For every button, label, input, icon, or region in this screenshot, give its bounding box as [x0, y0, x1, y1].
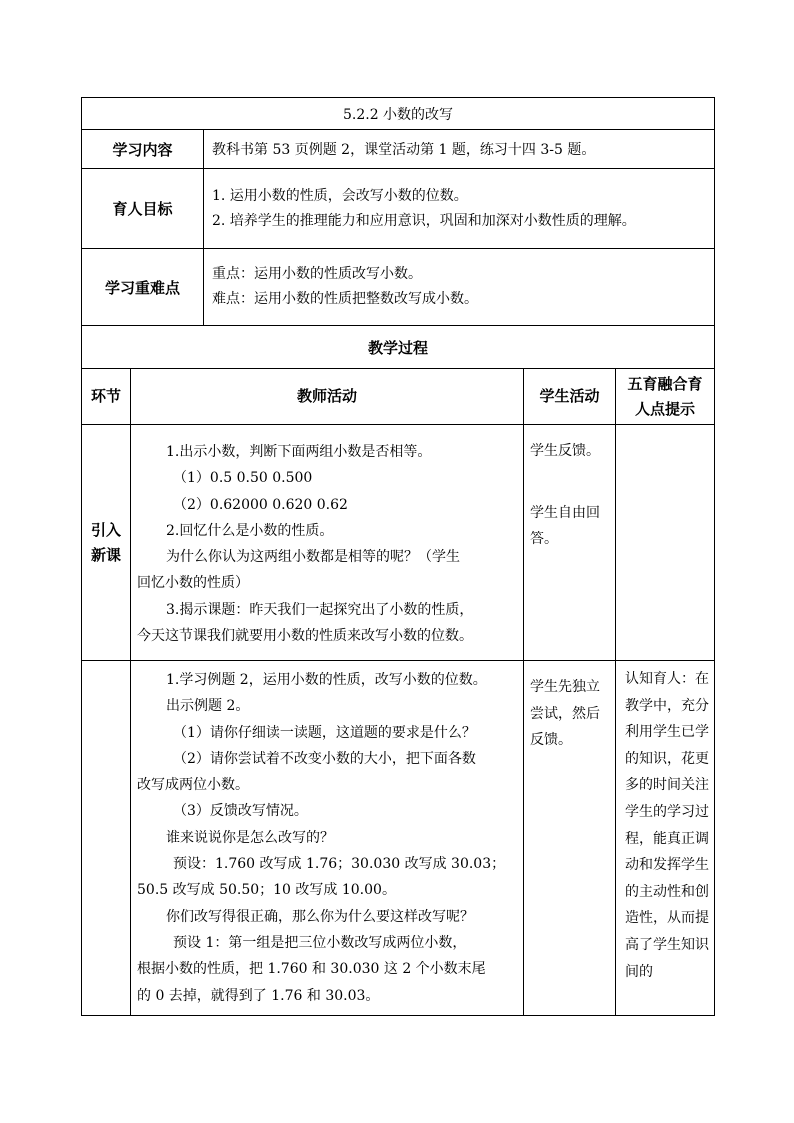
stage-intro-line1: 引入 — [90, 520, 121, 539]
goal-list — [204, 169, 715, 249]
teacher-line: （2）请你尝试着不改变小数的大小，把下面各数 — [173, 750, 476, 767]
col-header-stage: 环节 — [82, 369, 131, 425]
intro-student-activity — [524, 425, 616, 661]
student-line: 学生自由回答。 — [530, 504, 600, 547]
goal-item: 2. 培养学生的推理能力和应用意识，巩固和加深对小数性质的理解。 — [212, 212, 636, 229]
col-header-student: 学生活动 — [524, 369, 616, 425]
teacher-line: 1.出示小数，判断下面两组小数是否相等。 — [166, 444, 432, 460]
goal-label: 育人目标 — [82, 169, 204, 249]
key-label: 学习重难点 — [82, 249, 204, 326]
lesson-plan-table — [81, 97, 715, 1016]
key-point-item: 重点：运用小数的性质改写小数。 — [212, 266, 422, 282]
teacher-line: 3.揭示课题：昨天我们一起探究出了小数的性质， — [166, 601, 474, 618]
new-student-activity: 学生先独立尝试，然后反馈。 — [524, 661, 616, 1016]
new-tips: 认知育人：在教学中，充分利用学生已学的知识，花更多的时间关注学生的学习过程，能真正调动和发挥学生的主动性和创造性，从而提高了学生知识间的 — [616, 661, 715, 1016]
teacher-line: 根据小数的性质，把 1.760 和 30.030 这 2 个小数末尾 — [137, 961, 486, 978]
stage-intro — [82, 425, 131, 661]
new-teacher-activity — [131, 661, 524, 1016]
goal-item: 1. 运用小数的性质，会改写小数的位数。 — [212, 187, 468, 204]
stage-intro-line2: 新课 — [90, 545, 121, 564]
teacher-line: 改写成两位小数。 — [137, 777, 249, 794]
teacher-line: （2）0.62000 0.620 0.62 — [173, 496, 348, 513]
teacher-line: 为什么你认为这两组小数都是相等的呢？（学生 — [166, 549, 460, 566]
lesson-title: 5.2.2 小数的改写 — [82, 98, 715, 130]
teacher-line: 出示例题 2。 — [166, 698, 250, 715]
teacher-line: （1）请你仔细读一读题，这道题的要求是什么？ — [173, 724, 476, 741]
teacher-line: 预设：1.760 改写成 1.76；30.030 改写成 30.03； — [173, 856, 506, 873]
stage-new — [82, 661, 131, 1016]
intro-tips — [616, 425, 715, 661]
process-title: 教学过程 — [82, 326, 715, 369]
col-header-tips: 五育融合育人点提示 — [616, 369, 715, 425]
teacher-line: 的 0 去掉，就得到了 1.76 和 30.03。 — [137, 987, 380, 1004]
key-point-item: 难点：运用小数的性质把整数改写成小数。 — [212, 291, 478, 307]
teacher-line: （1）0.5 0.50 0.500 — [173, 470, 313, 487]
content-text: 教科书第 53 页例题 2，课堂活动第 1 题，练习十四 3-5 题。 — [204, 130, 715, 169]
teacher-line: 你们改写得很正确，那么你为什么要这样改写呢？ — [166, 908, 474, 925]
teacher-line: 今天这节课我们就要用小数的性质来改写小数的位数。 — [137, 628, 473, 645]
intro-teacher-activity — [131, 425, 524, 661]
teacher-line: 预设 1：第一组是把三位小数改写成两位小数， — [173, 934, 467, 951]
teacher-line: 50.5 改写成 50.50；10 改写成 10.00。 — [137, 882, 396, 899]
col-header-teacher: 教师活动 — [131, 369, 524, 425]
teacher-line: 2.回忆什么是小数的性质。 — [166, 522, 334, 539]
teacher-line: （3）反馈改写情况。 — [173, 803, 308, 820]
teacher-line: 1.学习例题 2，运用小数的性质，改写小数的位数。 — [166, 672, 487, 688]
teacher-line: 谁来说说你是怎么改写的？ — [166, 829, 334, 846]
student-line: 学生反馈。 — [530, 443, 600, 459]
teacher-line: 回忆小数的性质） — [137, 575, 249, 592]
key-points — [204, 249, 715, 326]
content-label: 学习内容 — [82, 130, 204, 169]
